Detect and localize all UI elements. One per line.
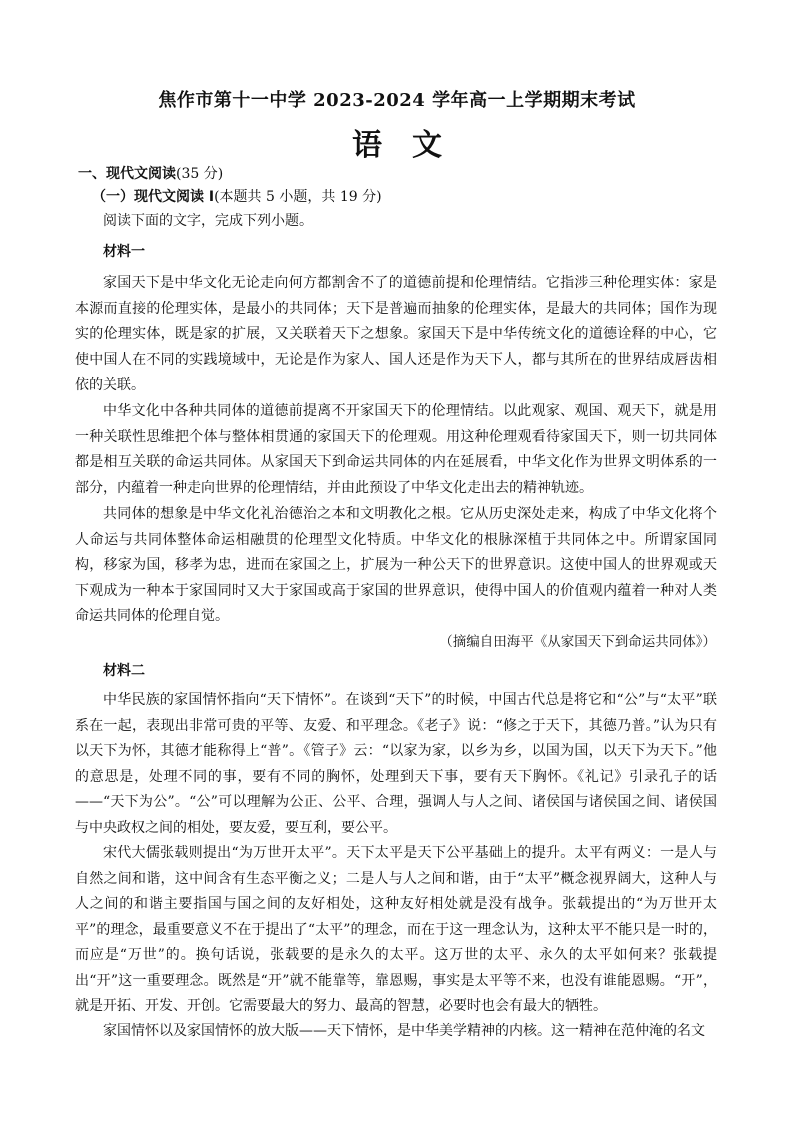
subsection-heading	[92, 186, 382, 206]
material1-paragraph: 中华文化中各种共同体的道德前提离不开家国天下的伦理情结。以此观家、观国、观天下，就是用一种关联性思维把个体与整体相贯通的家国天下的伦理观。用这种伦理观看待家国天下，则一切共同体都是相互关联的命运共同体。从家国天下到命运共同体的内在延展看，中华文化作为世界文明体系的一部分，内蕴着一种走向世界的伦理情结，并由此预设了中华文化走出去的精神轨迹。	[75, 403, 717, 496]
exam-title: 焦作市第十一中学 2023-2024 学年高一上学期期末考试	[158, 90, 636, 111]
subsection-heading-text: （一）现代文阅读 I	[92, 189, 215, 205]
subject-title: 语文	[352, 128, 472, 163]
material1-paragraph: 家国天下是中华文化无论走向何方都割舍不了的道德前提和伦理情结。它指涉三种伦理实体：家是本源而直接的伦理实体，是最小的共同体；天下是普遍而抽象的伦理实体，是最大的共同体；国作为现实的伦理实体，既是家的扩展，又关联着天下之想象。家国天下是中华传统文化的道德诠释的中心，它使中国人在不同的实践境域中，无论是作为家人、国人还是作为天下人，都与其所在的世界结成唇齿相依的关联。	[75, 275, 717, 393]
instruction: 阅读下面的文字，完成下列小题。	[103, 213, 313, 229]
section-heading	[78, 163, 223, 183]
section-score: (35 分)	[176, 166, 224, 182]
material2-paragraph: 家国情怀以及家国情怀的放大版——天下情怀，是中华美学精神的内核。这一精神在范仲淹的名文	[103, 1023, 705, 1039]
section-heading-text: 一、现代文阅读	[78, 166, 176, 182]
subsection-note: (本题共 5 小题，共 19 分)	[214, 189, 382, 205]
material2-paragraph: 宋代大儒张载则提出“为万世开太平”。天下太平是天下公平基础上的提升。太平有两义：一是人与自然之间和谐，这中间含有生态平衡之义；二是人与人之间和谐，由于“太平”概念视界阔大，这种人与人之间的和谐主要指国与国之间的友好相处，这种友好相处就是没有战争。张载提出的“为万世开太平”的理念，最重要意义不在于提出了“太平”的理念，而在于这一理念认为，这种太平不能只是一时的，而应是“万世”的。换句话说，张载要的是永久的太平。这万世的太平、永久的太平如何来？张载提出“开”这一重要理念。既然是“开”就不能靠等，靠恩赐，事实是太平等不来，也没有谁能恩赐。“开”，就是开拓、开发、开创。它需要最大的努力、最高的智慧，必要时也会有最大的牺牲。	[75, 845, 717, 1014]
material1-label: 材料一	[103, 244, 145, 260]
material2-label: 材料二	[103, 663, 145, 679]
material2-paragraph: 中华民族的家国情怀指向“天下情怀”。在谈到“天下”的时候，中国古代总是将它和“公”与“太平”联系在一起，表现出非常可贵的平等、友爱、和平理念。《老子》说：“修之于天下，其德乃普。”认为只有以天下为怀，其德才能称得上“普”。《管子》云：“以家为家，以乡为乡，以国为国，以天下为天下。”他的意思是，处理不同的事，要有不同的胸怀，处理到天下事，要有天下胸怀。《礼记》引录孔子的话——“天下为公”。“公”可以理解为公正、公平、合理，强调人与人之间、诸侯国与诸侯国之间、诸侯国与中央政权之间的相处，要友爱，要互利，要公平。	[75, 692, 717, 836]
material1-source: （摘编自田海平《从家国天下到命运共同体》）	[439, 634, 716, 650]
material1-paragraph: 共同体的想象是中华文化礼治德治之本和文明教化之根。它从历史深处走来，构成了中华文化将个人命运与共同体整体命运相融贯的伦理型文化特质。中华文化的根脉深植于共同体之中。所谓家国同构，移家为国，移孝为忠，进而在家国之上，扩展为一种公天下的世界意识。这使中国人的世界观或天下观成为一种本于家国同时又大于家国或高于家国的世界意识，使得中国人的价值观内蕴着一种对人类命运共同体的伦理自觉。	[75, 506, 717, 624]
